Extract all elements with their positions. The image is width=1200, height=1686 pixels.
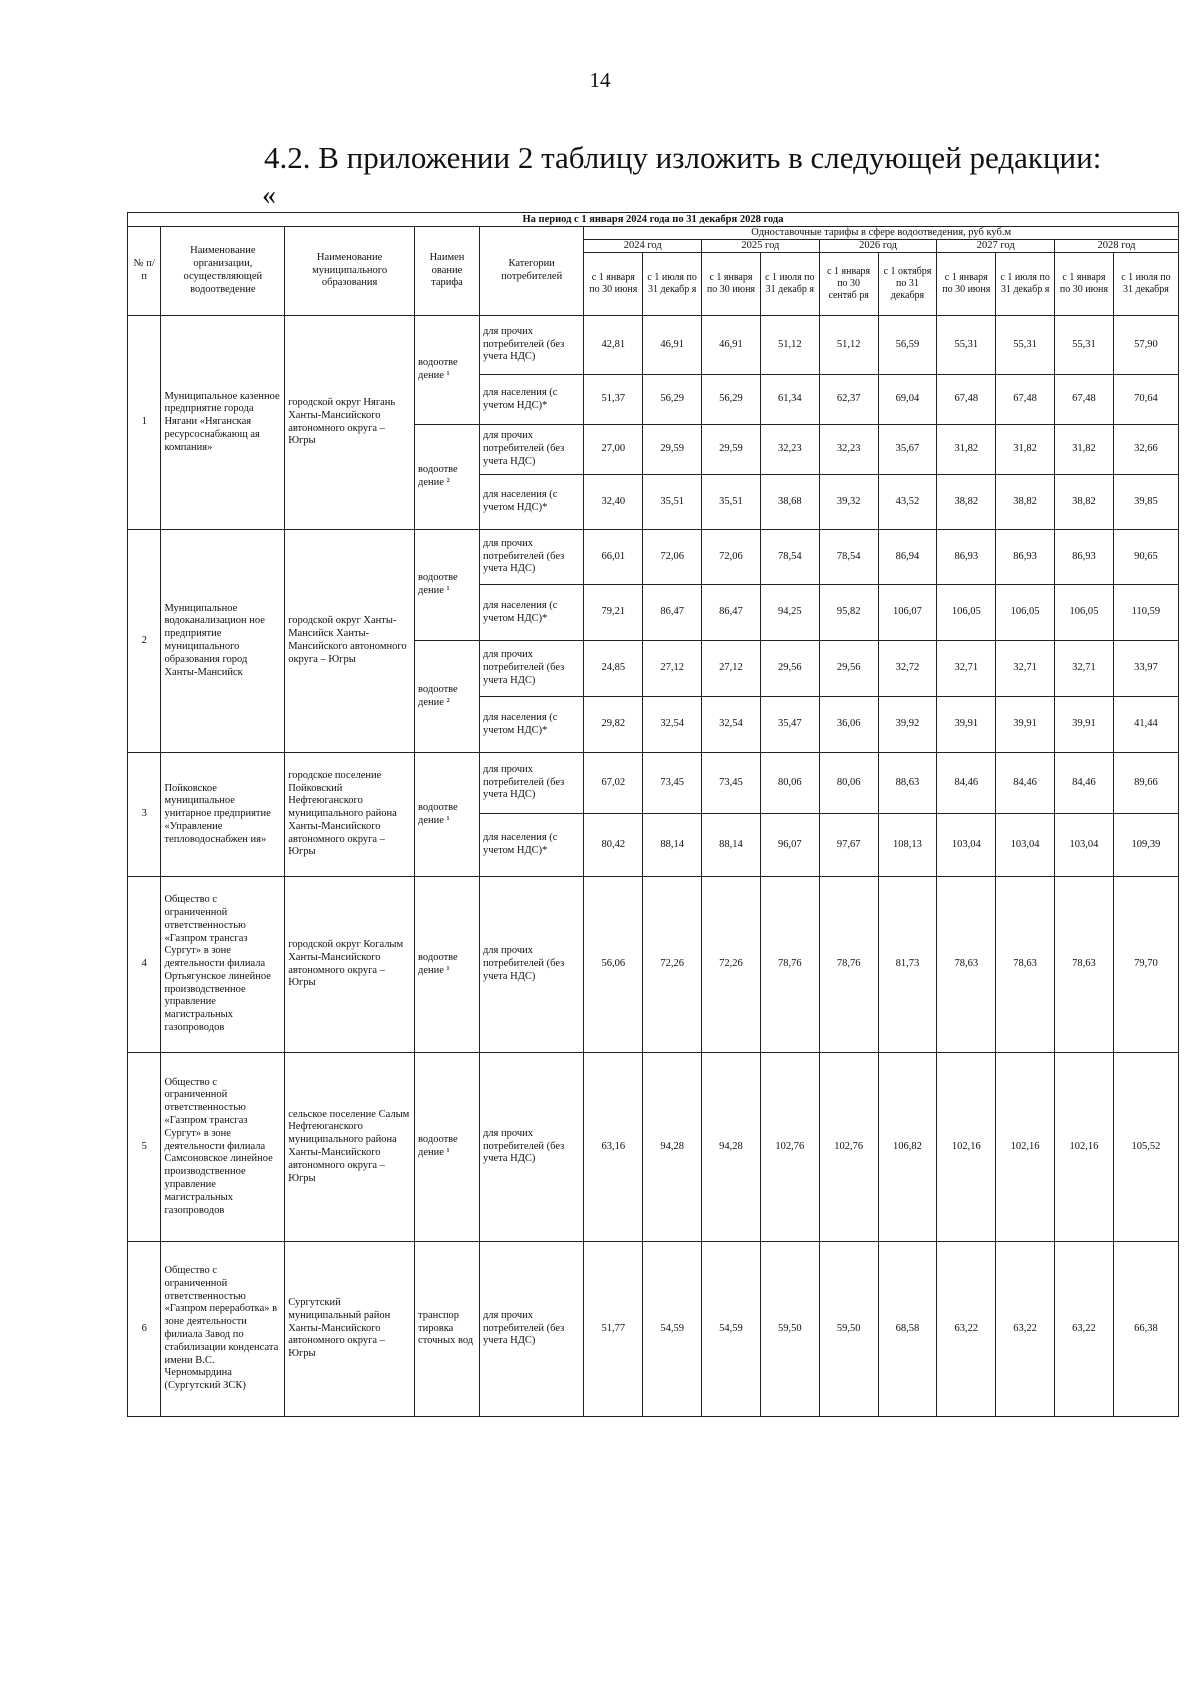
section-heading: 4.2. В приложении 2 таблицу изложить в следующей редакции: bbox=[264, 140, 1102, 175]
tariff-value: 106,05 bbox=[937, 585, 996, 641]
row-number: 3 bbox=[128, 753, 161, 877]
tariff-value: 67,02 bbox=[584, 753, 643, 814]
tariff-value: 57,90 bbox=[1113, 316, 1178, 375]
tariff-value: 39,85 bbox=[1113, 475, 1178, 530]
tariff-value: 96,07 bbox=[760, 814, 819, 877]
tariff-value: 35,67 bbox=[878, 425, 937, 475]
tariff-value: 102,76 bbox=[819, 1053, 878, 1242]
tariff-value: 39,91 bbox=[996, 697, 1055, 753]
tariff-value: 32,23 bbox=[760, 425, 819, 475]
period-subheader: с 1 января по 30 июня bbox=[584, 253, 643, 316]
year-header: 2025 год bbox=[702, 240, 820, 253]
consumer-category: для прочих потребителей (без учета НДС) bbox=[479, 877, 583, 1053]
tariff-value: 88,14 bbox=[702, 814, 761, 877]
table-row bbox=[128, 1242, 1179, 1417]
header-tariff: Наимен ование тарифа bbox=[415, 227, 480, 316]
tariff-value: 43,52 bbox=[878, 475, 937, 530]
year-header: 2028 год bbox=[1055, 240, 1179, 253]
year-header: 2026 год bbox=[819, 240, 937, 253]
consumer-category: для населения (с учетом НДС)* bbox=[479, 585, 583, 641]
tariff-value: 97,67 bbox=[819, 814, 878, 877]
tariff-value: 29,56 bbox=[760, 641, 819, 697]
tariff-value: 56,29 bbox=[702, 375, 761, 425]
consumer-category: для прочих потребителей (без учета НДС) bbox=[479, 1053, 583, 1242]
tariff-value: 72,06 bbox=[702, 530, 761, 585]
tariff-name: водоотве дение ¹ bbox=[415, 530, 480, 641]
municipality-name: сельское поселение Салым Нефтеюганского муниципального района Ханты-Мансийского автономного округа – Югры bbox=[285, 1053, 415, 1242]
municipality-name: городской округ Ханты-Мансийск Ханты-Мансийского автономного округа – Югры bbox=[285, 530, 415, 753]
tariff-value: 29,59 bbox=[702, 425, 761, 475]
tariff-value: 62,37 bbox=[819, 375, 878, 425]
consumer-category: для населения (с учетом НДС)* bbox=[479, 697, 583, 753]
tariff-value: 55,31 bbox=[1055, 316, 1114, 375]
tariff-value: 67,48 bbox=[1055, 375, 1114, 425]
tariff-value: 56,59 bbox=[878, 316, 937, 375]
tariff-value: 39,92 bbox=[878, 697, 937, 753]
tariff-value: 33,97 bbox=[1113, 641, 1178, 697]
tariff-value: 78,63 bbox=[937, 877, 996, 1053]
tariff-value: 70,64 bbox=[1113, 375, 1178, 425]
tariff-value: 29,82 bbox=[584, 697, 643, 753]
tariff-value: 95,82 bbox=[819, 585, 878, 641]
tariff-value: 38,68 bbox=[760, 475, 819, 530]
tariff-value: 94,28 bbox=[702, 1053, 761, 1242]
consumer-category: для прочих потребителей (без учета НДС) bbox=[479, 753, 583, 814]
period-subheader: с 1 января по 30 июня bbox=[1055, 253, 1114, 316]
row-number: 6 bbox=[128, 1242, 161, 1417]
tariff-value: 103,04 bbox=[937, 814, 996, 877]
opening-quote: « bbox=[262, 180, 276, 211]
table-row bbox=[128, 316, 1179, 375]
tariff-value: 72,26 bbox=[702, 877, 761, 1053]
tariff-value: 81,73 bbox=[878, 877, 937, 1053]
tariff-value: 84,46 bbox=[937, 753, 996, 814]
tariff-value: 61,34 bbox=[760, 375, 819, 425]
consumer-category: для прочих потребителей (без учета НДС) bbox=[479, 1242, 583, 1417]
tariff-value: 39,32 bbox=[819, 475, 878, 530]
tariff-name: транспор тировка сточных вод bbox=[415, 1242, 480, 1417]
tariff-name: водоотве дение ¹ bbox=[415, 1053, 480, 1242]
tariff-value: 102,16 bbox=[937, 1053, 996, 1242]
tariff-value: 63,22 bbox=[937, 1242, 996, 1417]
header-org: Наименование организации, осуществляющей водоотведение bbox=[161, 227, 285, 316]
tariff-value: 72,06 bbox=[643, 530, 702, 585]
tariff-value: 32,23 bbox=[819, 425, 878, 475]
tariff-value: 94,28 bbox=[643, 1053, 702, 1242]
tariff-value: 89,66 bbox=[1113, 753, 1178, 814]
organization-name: Пойковское муниципальное унитарное предприятие «Управление тепловодоснабжен ия» bbox=[161, 753, 285, 877]
tariff-value: 67,48 bbox=[996, 375, 1055, 425]
tariff-value: 32,40 bbox=[584, 475, 643, 530]
tariff-value: 63,22 bbox=[1055, 1242, 1114, 1417]
tariff-value: 55,31 bbox=[996, 316, 1055, 375]
tariff-value: 86,93 bbox=[1055, 530, 1114, 585]
tariff-value: 63,22 bbox=[996, 1242, 1055, 1417]
tariff-value: 32,71 bbox=[1055, 641, 1114, 697]
year-header: 2024 год bbox=[584, 240, 702, 253]
tariff-value: 38,82 bbox=[1055, 475, 1114, 530]
tariff-value: 46,91 bbox=[702, 316, 761, 375]
tariff-value: 88,14 bbox=[643, 814, 702, 877]
tariff-value: 103,04 bbox=[996, 814, 1055, 877]
tariff-value: 51,37 bbox=[584, 375, 643, 425]
tariff-value: 108,13 bbox=[878, 814, 937, 877]
table-row bbox=[128, 530, 1179, 585]
tariff-value: 66,38 bbox=[1113, 1242, 1178, 1417]
tariff-value: 59,50 bbox=[760, 1242, 819, 1417]
municipality-name: городское поселение Пойковский Нефтеюганского муниципального района Ханты-Мансийского автономного округа – Югры bbox=[285, 753, 415, 877]
tariff-value: 102,16 bbox=[996, 1053, 1055, 1242]
tariff-value: 32,72 bbox=[878, 641, 937, 697]
tariff-value: 80,06 bbox=[760, 753, 819, 814]
row-number: 4 bbox=[128, 877, 161, 1053]
tariff-value: 78,54 bbox=[819, 530, 878, 585]
period-subheader: с 1 июля по 31 декабр я bbox=[760, 253, 819, 316]
organization-name: Общество с ограниченной ответственностью «Газпром трансгаз Сургут» в зоне деятельности филиала Ортьягунское линейное производственное управление магистральных газопроводов bbox=[161, 877, 285, 1053]
consumer-category: для прочих потребителей (без учета НДС) bbox=[479, 425, 583, 475]
table-row bbox=[128, 1053, 1179, 1242]
tariff-value: 31,82 bbox=[1055, 425, 1114, 475]
tariff-value: 84,46 bbox=[1055, 753, 1114, 814]
municipality-name: Сургутский муниципальный район Ханты-Мансийского автономного округа – Югры bbox=[285, 1242, 415, 1417]
tariff-value: 27,00 bbox=[584, 425, 643, 475]
header-municipality: Наименование муниципального образования bbox=[285, 227, 415, 316]
tariff-value: 80,06 bbox=[819, 753, 878, 814]
tariff-value: 102,16 bbox=[1055, 1053, 1114, 1242]
consumer-category: для населения (с учетом НДС)* bbox=[479, 475, 583, 530]
tariff-value: 39,91 bbox=[937, 697, 996, 753]
tariff-value: 51,12 bbox=[819, 316, 878, 375]
tariff-value: 31,82 bbox=[937, 425, 996, 475]
tariff-value: 54,59 bbox=[702, 1242, 761, 1417]
tariff-value: 56,29 bbox=[643, 375, 702, 425]
period-subheader: с 1 июля по 31 декабр я bbox=[996, 253, 1055, 316]
municipality-name: городской округ Когалым Ханты-Мансийского автономного округа – Югры bbox=[285, 877, 415, 1053]
tariff-value: 86,93 bbox=[996, 530, 1055, 585]
tariff-name: водоотве дение ¹ bbox=[415, 877, 480, 1053]
tariff-group-header: Одноставочные тарифы в сфере водоотведения, руб куб.м bbox=[584, 227, 1179, 240]
tariff-value: 38,82 bbox=[937, 475, 996, 530]
year-header: 2027 год bbox=[937, 240, 1055, 253]
header-num: № п/п bbox=[128, 227, 161, 316]
tariff-value: 31,82 bbox=[996, 425, 1055, 475]
tariff-name: водоотве дение ² bbox=[415, 425, 480, 530]
tariff-value: 94,25 bbox=[760, 585, 819, 641]
tariff-value: 78,54 bbox=[760, 530, 819, 585]
tariff-value: 51,12 bbox=[760, 316, 819, 375]
period-subheader: с 1 января по 30 сентяб ря bbox=[819, 253, 878, 316]
tariff-value: 79,70 bbox=[1113, 877, 1178, 1053]
tariff-value: 78,63 bbox=[1055, 877, 1114, 1053]
tariff-value: 27,12 bbox=[702, 641, 761, 697]
tariff-name: водоотве дение ¹ bbox=[415, 753, 480, 877]
tariff-value: 51,77 bbox=[584, 1242, 643, 1417]
tariff-value: 35,47 bbox=[760, 697, 819, 753]
tariff-value: 86,47 bbox=[702, 585, 761, 641]
tariff-value: 106,05 bbox=[1055, 585, 1114, 641]
tariff-value: 35,51 bbox=[702, 475, 761, 530]
tariff-value: 106,82 bbox=[878, 1053, 937, 1242]
tariff-value: 59,50 bbox=[819, 1242, 878, 1417]
tariff-value: 55,31 bbox=[937, 316, 996, 375]
tariff-value: 80,42 bbox=[584, 814, 643, 877]
tariff-value: 32,66 bbox=[1113, 425, 1178, 475]
tariff-value: 27,12 bbox=[643, 641, 702, 697]
period-subheader: с 1 января по 30 июня bbox=[702, 253, 761, 316]
tariff-value: 73,45 bbox=[702, 753, 761, 814]
tariff-value: 86,47 bbox=[643, 585, 702, 641]
table-row bbox=[128, 753, 1179, 814]
row-number: 2 bbox=[128, 530, 161, 753]
tariff-value: 105,52 bbox=[1113, 1053, 1178, 1242]
tariff-value: 36,06 bbox=[819, 697, 878, 753]
tariff-value: 78,76 bbox=[760, 877, 819, 1053]
tariff-name: водоотве дение ² bbox=[415, 641, 480, 753]
tariff-value: 54,59 bbox=[643, 1242, 702, 1417]
tariff-value: 32,54 bbox=[702, 697, 761, 753]
tariff-value: 72,26 bbox=[643, 877, 702, 1053]
consumer-category: для прочих потребителей (без учета НДС) bbox=[479, 316, 583, 375]
tariff-value: 42,81 bbox=[584, 316, 643, 375]
tariff-value: 56,06 bbox=[584, 877, 643, 1053]
municipality-name: городской округ Нягань Ханты-Мансийского автономного округа – Югры bbox=[285, 316, 415, 530]
tariff-value: 84,46 bbox=[996, 753, 1055, 814]
organization-name: Муниципальное казенное предприятие города Нягани «Няганская ресурсоснабжающ ая компания» bbox=[161, 316, 285, 530]
organization-name: Муниципальное водоканализацион ное предприятие муниципального образования город Ханты-Мансийск bbox=[161, 530, 285, 753]
tariff-value: 32,71 bbox=[937, 641, 996, 697]
tariff-value: 79,21 bbox=[584, 585, 643, 641]
tariff-value: 73,45 bbox=[643, 753, 702, 814]
tariff-value: 110,59 bbox=[1113, 585, 1178, 641]
consumer-category: для прочих потребителей (без учета НДС) bbox=[479, 641, 583, 697]
row-number: 5 bbox=[128, 1053, 161, 1242]
tariff-value: 102,76 bbox=[760, 1053, 819, 1242]
tariff-value: 86,93 bbox=[937, 530, 996, 585]
tariff-value: 67,48 bbox=[937, 375, 996, 425]
tariff-value: 41,44 bbox=[1113, 697, 1178, 753]
tariff-value: 39,91 bbox=[1055, 697, 1114, 753]
tariff-value: 38,82 bbox=[996, 475, 1055, 530]
table-row bbox=[128, 877, 1179, 1053]
consumer-category: для населения (с учетом НДС)* bbox=[479, 814, 583, 877]
organization-name: Общество с ограниченной ответственностью «Газпром переработка» в зоне деятельности филиала Завод по стабилизации конденсата имени В.С. Черномырдина (Сургутский ЗСК) bbox=[161, 1242, 285, 1417]
tariff-value: 29,59 bbox=[643, 425, 702, 475]
tariff-value: 90,65 bbox=[1113, 530, 1178, 585]
tariff-value: 24,85 bbox=[584, 641, 643, 697]
tariff-value: 68,58 bbox=[878, 1242, 937, 1417]
tariff-value: 103,04 bbox=[1055, 814, 1114, 877]
tariff-value: 35,51 bbox=[643, 475, 702, 530]
tariff-value: 32,54 bbox=[643, 697, 702, 753]
tariff-value: 29,56 bbox=[819, 641, 878, 697]
header-category: Категории потребителей bbox=[479, 227, 583, 316]
tariff-value: 63,16 bbox=[584, 1053, 643, 1242]
tariff-value: 106,05 bbox=[996, 585, 1055, 641]
tariff-value: 78,63 bbox=[996, 877, 1055, 1053]
tariff-value: 86,94 bbox=[878, 530, 937, 585]
tariff-value: 69,04 bbox=[878, 375, 937, 425]
tariff-value: 78,76 bbox=[819, 877, 878, 1053]
tariff-value: 66,01 bbox=[584, 530, 643, 585]
organization-name: Общество с ограниченной ответственностью «Газпром трансгаз Сургут» в зоне деятельности филиала Самсоновское линейное производственное управление магистральных газопроводов bbox=[161, 1053, 285, 1242]
tariff-name: водоотве дение ¹ bbox=[415, 316, 480, 425]
period-header: На период с 1 января 2024 года по 31 декабря 2028 года bbox=[128, 213, 1179, 227]
period-subheader: с 1 января по 30 июня bbox=[937, 253, 996, 316]
consumer-category: для прочих потребителей (без учета НДС) bbox=[479, 530, 583, 585]
consumer-category: для населения (с учетом НДС)* bbox=[479, 375, 583, 425]
period-subheader: с 1 июля по 31 декабр я bbox=[643, 253, 702, 316]
tariff-table bbox=[127, 212, 1179, 1417]
period-subheader: с 1 июля по 31 декабря bbox=[1113, 253, 1178, 316]
tariff-value: 109,39 bbox=[1113, 814, 1178, 877]
tariff-value: 32,71 bbox=[996, 641, 1055, 697]
tariff-value: 46,91 bbox=[643, 316, 702, 375]
period-subheader: с 1 октября по 31 декабря bbox=[878, 253, 937, 316]
tariff-value: 88,63 bbox=[878, 753, 937, 814]
page-number: 14 bbox=[589, 68, 611, 92]
tariff-value: 106,07 bbox=[878, 585, 937, 641]
row-number: 1 bbox=[128, 316, 161, 530]
